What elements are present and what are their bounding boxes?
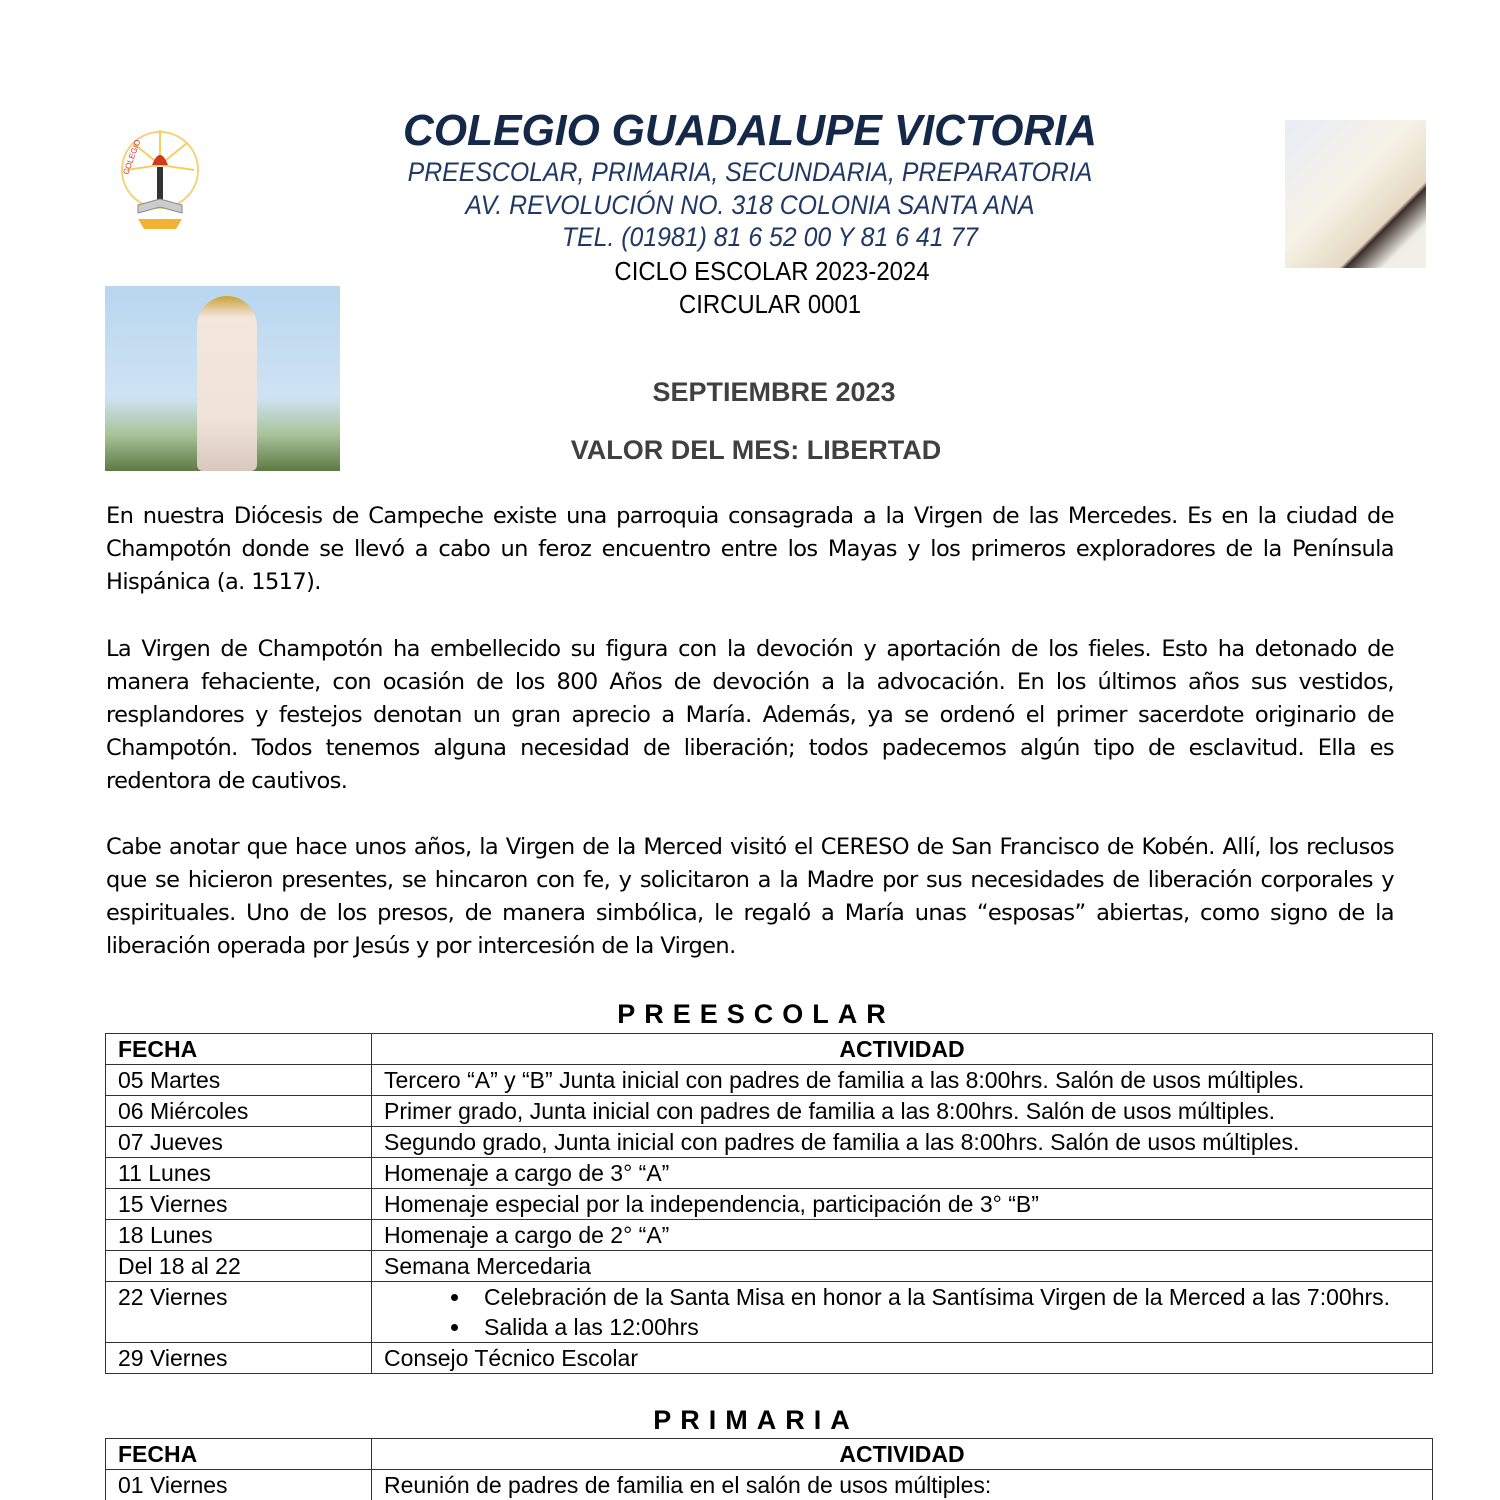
section-title-preescolar: PREESCOLAR [617,999,895,1029]
actividad-bullet: • Salida a las 12:00hrs [472,1312,1420,1342]
col-actividad: ACTIVIDAD [372,1439,1433,1470]
table-header-row [106,1034,1433,1065]
col-actividad: ACTIVIDAD [372,1034,1433,1065]
value-of-month: VALOR DEL MES: LIBERTAD [570,435,942,465]
fecha-cell: 22 Viernes [106,1282,372,1343]
table-row [106,1189,1433,1220]
school-levels: PREESCOLAR, PRIMARIA, SECUNDARIA, PREPARATORIA [407,157,1093,187]
fecha-cell: 29 Viernes [106,1343,372,1374]
actividad-cell: Consejo Técnico Escolar [372,1343,1433,1374]
fecha-cell: 01 Viernes [106,1470,372,1500]
actividad-cell: Semana Mercedaria [372,1251,1433,1282]
actividad-cell: Segundo grado, Junta inicial con padres de familia a las 8:00hrs. Salón de usos múltiples. [372,1127,1433,1158]
col-fecha: FECHA [106,1034,372,1065]
school-cycle: CICLO ESCOLAR 2023-2024 [614,256,930,286]
school-name: COLEGIO GUADALUPE VICTORIA [402,106,1097,155]
preescolar-table [105,1033,1433,1374]
section-title-primaria: PRIMARIA [653,1405,859,1435]
fecha-cell: 06 Miércoles [106,1096,372,1127]
paragraph: La Virgen de Champotón ha embellecido su figura con la devoción y aportación de los fieles. Esto ha detonado de manera fehaciente, con ocasión de los 800 Años de devoción a la advocación. En los últimos años sus vestidos, resplandores y festejos denotan un gran aprecio a María. Además, ya se ordenó el primer sacerdote originario de Champotón. Todos tenemos alguna necesidad de liberación; todos padecemos algún tipo de esclavitud. Ella es redentora de cautivos. [106,636,1394,794]
actividad-cell [372,1282,1433,1343]
table-row [106,1282,1433,1343]
actividad-cell: Homenaje a cargo de 3° “A” [372,1158,1433,1189]
actividad-cell: Homenaje a cargo de 2° “A” [372,1220,1433,1251]
circular-number: CIRCULAR 0001 [678,289,862,319]
table-row [106,1127,1433,1158]
month-heading: SEPTIEMBRE 2023 [652,377,896,407]
paragraph: Cabe anotar que hace unos años, la Virgen de la Merced visitó el CERESO de San Francisco de Kobén. Allí, los reclusos que se hicieron presentes, se hincaron con fe, y solicitaron a la Madre por sus necesidades de liberación corporales y espirituales. Uno de los presos, de manera simbólica, le regaló a María unas “esposas” abiertas, como signo de la liberación operada por Jesús y por intercesión de la Virgen. [106,834,1394,959]
fecha-cell: 07 Jueves [106,1127,372,1158]
school-phone: TEL. (01981) 81 6 52 00 Y 81 6 41 77 [561,222,979,252]
table-row [106,1470,1433,1500]
paragraph: En nuestra Diócesis de Campeche existe una parroquia consagrada a la Virgen de las Mercedes. Es en la ciudad de Champotón donde se llevó a cabo un feroz encuentro entre los Mayas y los primeros exploradores de la Península Hispánica (a. 1517). [106,503,1394,595]
actividad-cell: Tercero “A” y “B” Junta inicial con padres de familia a las 8:00hrs. Salón de usos múltiples. [372,1065,1433,1096]
school-address: AV. REVOLUCIÓN NO. 318 COLONIA SANTA ANA [465,190,1035,220]
table-row [106,1343,1433,1374]
fecha-cell: 15 Viernes [106,1189,372,1220]
fecha-cell: 11 Lunes [106,1158,372,1189]
actividad-cell: Primer grado, Junta inicial con padres de familia a las 8:00hrs. Salón de usos múltiples. [372,1096,1433,1127]
table-row [106,1065,1433,1096]
table-row [106,1251,1433,1282]
fecha-cell: 05 Martes [106,1065,372,1096]
primaria-table [105,1438,1433,1500]
actividad-cell: Homenaje especial por la independencia, participación de 3° “B” [372,1189,1433,1220]
actividad-cell: Reunión de padres de familia en el salón de usos múltiples: [372,1470,1433,1500]
svg-text:COLEGIO: COLEGIO [121,138,143,176]
table-row [106,1220,1433,1251]
col-fecha: FECHA [106,1439,372,1470]
fecha-cell: Del 18 al 22 [106,1251,372,1282]
table-row [106,1158,1433,1189]
actividad-bullet: • Celebración de la Santa Misa en honor a la Santísima Virgen de la Merced a las 7:00hrs. [472,1282,1420,1312]
fecha-cell: 18 Lunes [106,1220,372,1251]
table-row [106,1096,1433,1127]
table-header-row [106,1439,1433,1470]
